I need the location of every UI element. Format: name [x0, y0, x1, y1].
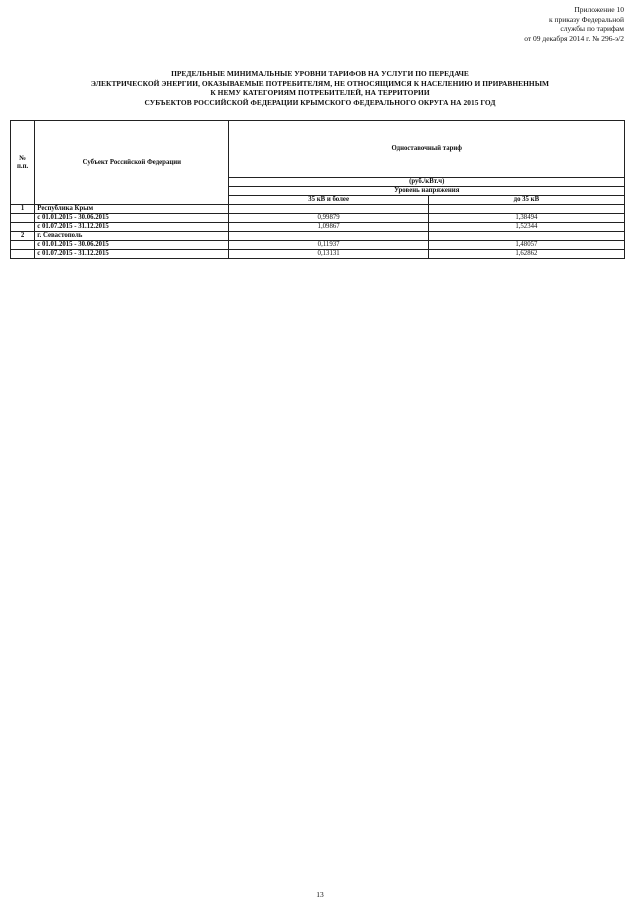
tariff-table — [10, 120, 625, 259]
period-label: с 01.01.2015 - 30.06.2015 — [35, 214, 229, 223]
table-row — [11, 223, 625, 232]
empty-cell — [11, 250, 35, 259]
empty-cell — [229, 205, 428, 214]
tariff-value-low: 1,38494 — [428, 214, 624, 223]
period-label: с 01.07.2015 - 31.12.2015 — [35, 223, 229, 232]
region-number: 2 — [11, 232, 35, 241]
table-row — [11, 232, 625, 241]
header-tariff: Одноставочный тариф — [229, 121, 625, 178]
period-label: с 01.01.2015 - 30.06.2015 — [35, 241, 229, 250]
title-line: К НЕМУ КАТЕГОРИЯМ ПОТРЕБИТЕЛЕЙ, НА ТЕРРИТОРИИ — [210, 88, 430, 97]
empty-cell — [229, 232, 428, 241]
title-line: ЭЛЕКТРИЧЕСКОЙ ЭНЕРГИИ, ОКАЗЫВАЕМЫЕ ПОТРЕБИТЕЛЯМ, НЕ ОТНОСЯЩИМСЯ К НАСЕЛЕНИЮ И ПРИРАВНЕННЫМ — [90, 78, 550, 88]
tariff-value-high: 0,13131 — [229, 250, 428, 259]
header-voltage-low: до 35 кВ — [428, 196, 624, 205]
tariff-value-low: 1,62862 — [428, 250, 624, 259]
header-voltage: Уровень напряжения — [229, 187, 625, 196]
table-row — [11, 241, 625, 250]
region-name: г. Севастополь — [35, 232, 229, 241]
empty-cell — [11, 223, 35, 232]
region-number: 1 — [11, 205, 35, 214]
table-header-row — [11, 121, 625, 178]
table-row — [11, 214, 625, 223]
appendix-line: от 09 декабря 2014 г. № 296-э/2 — [524, 33, 624, 43]
appendix-line: к приказу Федеральной — [549, 14, 624, 24]
tariff-value-high: 1,09867 — [229, 223, 428, 232]
empty-cell — [11, 214, 35, 223]
appendix-reference — [424, 5, 624, 43]
header-subject: Субъект Российской Федерации — [35, 121, 229, 205]
empty-cell — [428, 232, 624, 241]
tariff-value-high: 0,11937 — [229, 241, 428, 250]
appendix-line: службы по тарифам — [560, 24, 624, 33]
period-label: с 01.07.2015 - 31.12.2015 — [35, 250, 229, 259]
title-line: ПРЕДЕЛЬНЫЕ МИНИМАЛЬНЫЕ УРОВНИ ТАРИФОВ НА УСЛУГИ ПО ПЕРЕДАЧЕ — [171, 69, 469, 78]
table-row — [11, 250, 625, 259]
header-number: № п.п. — [11, 121, 35, 205]
tariff-value-high: 0,99879 — [229, 214, 428, 223]
title-line: СУБЪЕКТОВ РОССИЙСКОЙ ФЕДЕРАЦИИ КРЫМСКОГО ФЕДЕРАЛЬНОГО ОКРУГА НА 2015 ГОД — [144, 97, 496, 107]
empty-cell — [428, 205, 624, 214]
header-unit: (руб./кВт.ч) — [229, 178, 625, 187]
empty-cell — [11, 241, 35, 250]
header-voltage-high: 35 кВ и более — [229, 196, 428, 205]
tariff-value-low: 1,52344 — [428, 223, 624, 232]
region-name: Республика Крым — [35, 205, 229, 214]
tariff-value-low: 1,48057 — [428, 241, 624, 250]
document-title — [40, 69, 600, 107]
table-row — [11, 205, 625, 214]
page-number: 13 — [316, 890, 324, 899]
appendix-line: Приложение 10 — [574, 5, 624, 14]
